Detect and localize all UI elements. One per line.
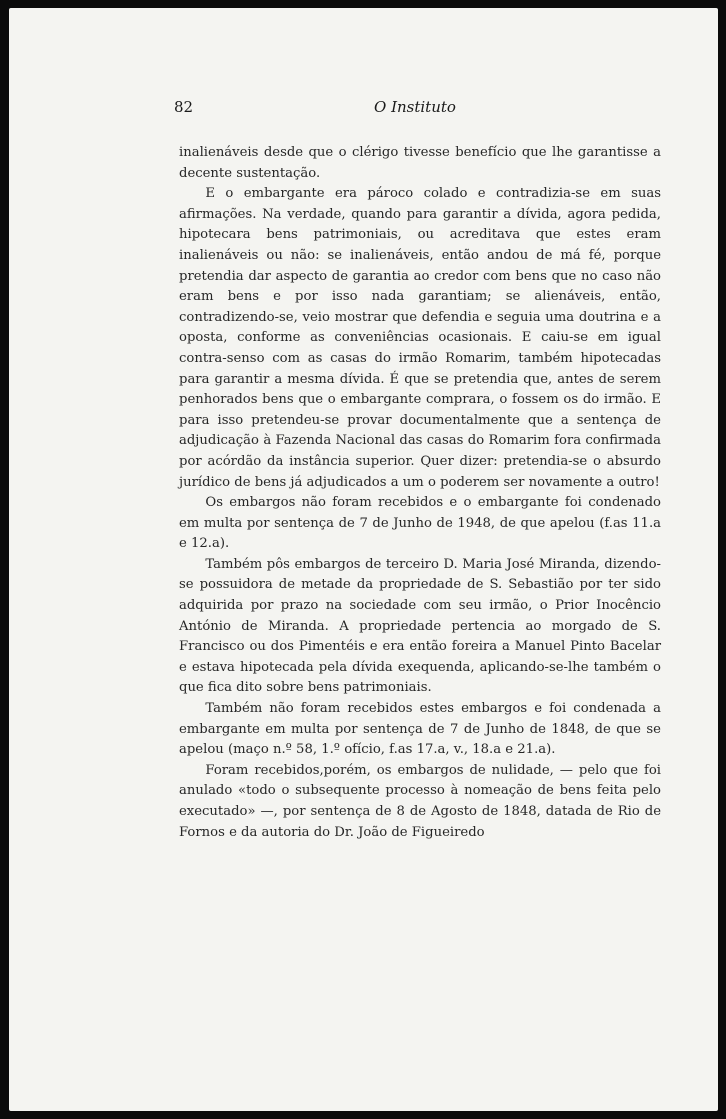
page-header [9, 98, 718, 122]
paragraph-maria-jose-miranda: Também pôs embargos de terceiro D. Maria José Miranda, dizendo-se possuidora de metade da propriedade de S. Sebastião por ter sido adquirida por prazo na sociedade com seu irmão, o Prior Inocêncio António de Miranda. A propriedade pertencia ao morgado de S. Francisco ou dos Pimentéis e era então foreira a Manuel Pinto Bacelar e estava hipotecada pela dívida exequenda, aplicando-se-lhe também o que fica dito sobre bens patrimoniais. [179, 556, 661, 696]
book-page [9, 8, 718, 1111]
paragraph-nullity-embargos: Foram recebidos,porém, os embargos de nulidade, — pelo que foi anulado «todo o subsequente processo à nomeação de bens feita pelo executado» —, por sentença de 8 de Agosto de 1848, datada de Rio de Fornos e da autoria do Dr. João de Figueiredo [179, 762, 661, 840]
paragraph-continuation: inalienáveis desde que o clérigo tivesse benefício que lhe garantisse a decente sustentação. [179, 145, 661, 181]
paragraph-embargante-contradiction: E o embargante era pároco colado e contradizia-se em suas afirmações. Na verdade, quando para garantir a dívida, agora pedida, hipotecara bens patrimoniais, ou acreditava que estes eram inalienáveis ou não: se inalienáveis, então andou de má fé, porque pretendia dar aspecto de garantia ao credor com bens que no caso não eram bens e por isso nada garantiam; se alienáveis, então, contradizendo-se, veio mostrar que defendia e seguia uma doutrina e a oposta, conforme as conveniências ocasionais. E caiu-se em igual contra-senso com as casas do irmão Romarim, também hipotecadas para garantir a mesma dívida. É que se pretendia que, antes de serem penhorados bens que o embargante comprara, o fossem os do irmão. E para isso pretendeu-se provar documentalmente que a sentença de adjudicação à Fazenda Nacional das casas do Romarim fora confirmada por acórdão da instância superior. Quer dizer: pretendia-se o absurdo jurídico de bens já adjudicados a um o poderem ser novamente a outro! [179, 186, 661, 490]
paragraph-embargos-not-received: Os embargos não foram recebidos e o embargante foi condenado em multa por sentença de 7 de Junho de 1948, de que apelou (f.as 11.a e 12.a). [179, 495, 661, 552]
page-number: 82 [174, 98, 194, 116]
paragraph-second-embargos-rejected: Também não foram recebidos estes embargos e foi condenada a embargante em multa por sentença de 7 de Junho de 1848, de que se apelou (maço n.º 58, 1.º ofício, f.as 17.a, v., 18.a e 21.a). [179, 701, 661, 758]
body-text [179, 143, 661, 843]
running-title: O Instituto [374, 98, 456, 116]
